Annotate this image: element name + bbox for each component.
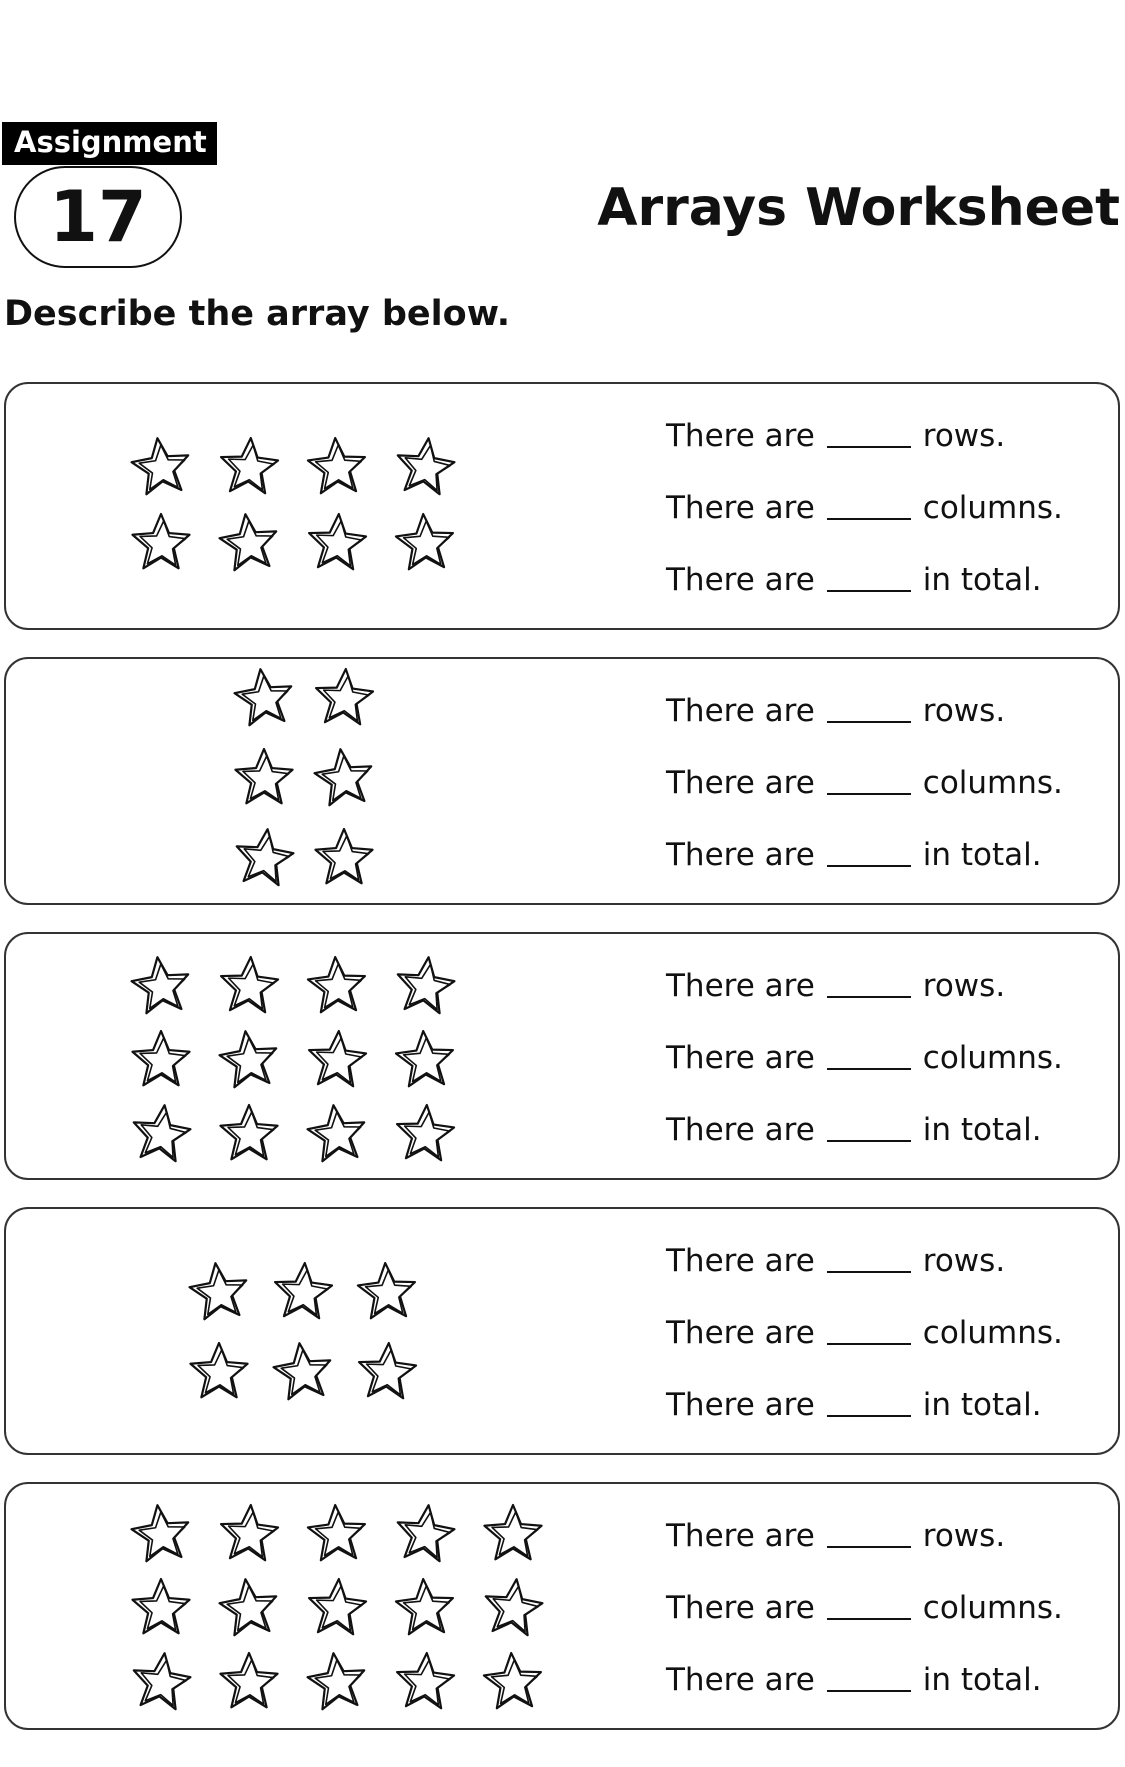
- star-icon: [484, 1505, 541, 1559]
- star-icon: [358, 1263, 415, 1318]
- question-prefix: There are: [666, 418, 815, 454]
- array-card-1: [4, 382, 1120, 630]
- question-line: [666, 1112, 1042, 1148]
- question-suffix: in total.: [922, 837, 1042, 873]
- star-icon: [396, 1031, 453, 1086]
- star-icon: [132, 1031, 189, 1085]
- star-icon: [359, 1343, 416, 1398]
- star-icon: [237, 829, 294, 885]
- star-icon: [132, 438, 189, 494]
- question-suffix: columns.: [922, 765, 1063, 801]
- star-icon: [486, 1579, 543, 1635]
- question-prefix: There are: [666, 1040, 815, 1076]
- star-array: [6, 659, 606, 903]
- question-line: [666, 1590, 1063, 1626]
- star-icon: [308, 438, 365, 493]
- star-icon: [134, 1105, 191, 1161]
- question-line: [666, 1040, 1063, 1076]
- question-line: [666, 1518, 1006, 1554]
- question-prefix: There are: [666, 1662, 815, 1698]
- question-suffix: rows.: [922, 968, 1006, 1004]
- answer-blank[interactable]: [827, 864, 911, 867]
- question-suffix: rows.: [922, 1518, 1006, 1554]
- star-icon: [220, 1579, 277, 1635]
- array-card-3: [4, 932, 1120, 1180]
- star-icon: [220, 1031, 277, 1087]
- star-icon: [132, 957, 189, 1013]
- question-line: [666, 968, 1006, 1004]
- star-icon: [221, 438, 278, 493]
- star-icon: [221, 957, 278, 1012]
- star-icon: [396, 514, 453, 569]
- question-suffix: in total.: [922, 1387, 1042, 1423]
- question-suffix: in total.: [922, 562, 1042, 598]
- star-icon: [397, 1105, 454, 1160]
- star-icon: [190, 1343, 247, 1397]
- star-icon: [235, 749, 292, 803]
- answer-blank[interactable]: [827, 1342, 911, 1345]
- star-icon: [398, 438, 455, 494]
- answer-blank[interactable]: [827, 589, 911, 592]
- question-prefix: There are: [666, 1315, 815, 1351]
- question-prefix: There are: [666, 1387, 815, 1423]
- instruction-text: Describe the array below.: [4, 294, 511, 334]
- star-icon: [398, 1505, 455, 1561]
- question-line: [666, 765, 1063, 801]
- question-prefix: There are: [666, 1590, 815, 1626]
- question-prefix: There are: [666, 490, 815, 526]
- star-icon: [221, 1505, 278, 1560]
- star-icon: [220, 1653, 277, 1707]
- question-prefix: There are: [666, 1112, 815, 1148]
- question-line: [666, 562, 1042, 598]
- star-icon: [396, 1579, 453, 1634]
- answer-blank[interactable]: [827, 1414, 911, 1417]
- star-array: [6, 934, 606, 1178]
- star-icon: [315, 829, 372, 883]
- star-icon: [308, 1653, 365, 1709]
- array-card-4: [4, 1207, 1120, 1455]
- question-suffix: rows.: [922, 418, 1006, 454]
- question-prefix: There are: [666, 837, 815, 873]
- question-suffix: columns.: [922, 1315, 1063, 1351]
- page-title: Arrays Worksheet: [597, 178, 1120, 238]
- question-prefix: There are: [666, 765, 815, 801]
- star-icon: [308, 1105, 365, 1161]
- question-line: [666, 1387, 1042, 1423]
- question-prefix: There are: [666, 1518, 815, 1554]
- star-icon: [309, 1579, 366, 1634]
- answer-blank[interactable]: [827, 445, 911, 448]
- star-array-svg: [6, 659, 606, 903]
- star-icon: [190, 1263, 247, 1319]
- answer-blank[interactable]: [827, 1067, 911, 1070]
- array-card-2: [4, 657, 1120, 905]
- star-icon: [316, 669, 373, 724]
- question-prefix: There are: [666, 562, 815, 598]
- question-prefix: There are: [666, 1243, 815, 1279]
- star-icon: [275, 1263, 332, 1318]
- question-line: [666, 418, 1006, 454]
- answer-blank[interactable]: [827, 1689, 911, 1692]
- question-prefix: There are: [666, 968, 815, 1004]
- question-line: [666, 1243, 1006, 1279]
- answer-blank[interactable]: [827, 517, 911, 520]
- assignment-number: 17: [14, 166, 182, 268]
- question-suffix: in total.: [922, 1662, 1042, 1698]
- question-line: [666, 693, 1006, 729]
- question-line: [666, 837, 1042, 873]
- answer-blank[interactable]: [827, 995, 911, 998]
- star-icon: [315, 749, 372, 805]
- star-array-svg: [6, 934, 606, 1178]
- star-array: [6, 384, 606, 628]
- answer-blank[interactable]: [827, 1617, 911, 1620]
- answer-blank[interactable]: [827, 1270, 911, 1273]
- star-array: [6, 1484, 606, 1728]
- star-icon: [132, 1505, 189, 1561]
- question-suffix: columns.: [922, 1040, 1063, 1076]
- star-icon: [134, 1653, 191, 1709]
- star-icon: [309, 514, 366, 569]
- star-icon: [220, 514, 277, 570]
- answer-blank[interactable]: [827, 1139, 911, 1142]
- question-line: [666, 1315, 1063, 1351]
- star-array-svg: [6, 1484, 606, 1728]
- question-suffix: rows.: [922, 1243, 1006, 1279]
- question-suffix: in total.: [922, 1112, 1042, 1148]
- star-array-svg: [6, 384, 606, 628]
- star-icon: [235, 669, 292, 725]
- answer-blank[interactable]: [827, 1545, 911, 1548]
- question-suffix: rows.: [922, 693, 1006, 729]
- star-icon: [484, 1653, 541, 1708]
- question-suffix: columns.: [922, 490, 1063, 526]
- assignment-badge: Assignment: [2, 122, 217, 165]
- question-line: [666, 490, 1063, 526]
- answer-blank[interactable]: [827, 720, 911, 723]
- question-line: [666, 1662, 1042, 1698]
- array-card-5: [4, 1482, 1120, 1730]
- star-icon: [397, 1653, 454, 1708]
- star-icon: [308, 1505, 365, 1560]
- star-icon: [132, 514, 189, 568]
- star-icon: [132, 1579, 189, 1633]
- star-array-svg: [6, 1209, 606, 1453]
- star-icon: [309, 1031, 366, 1086]
- star-array: [6, 1209, 606, 1453]
- answer-blank[interactable]: [827, 792, 911, 795]
- question-suffix: columns.: [922, 1590, 1063, 1626]
- question-prefix: There are: [666, 693, 815, 729]
- star-icon: [398, 957, 455, 1013]
- star-icon: [274, 1343, 331, 1399]
- star-icon: [308, 957, 365, 1012]
- star-icon: [220, 1105, 277, 1159]
